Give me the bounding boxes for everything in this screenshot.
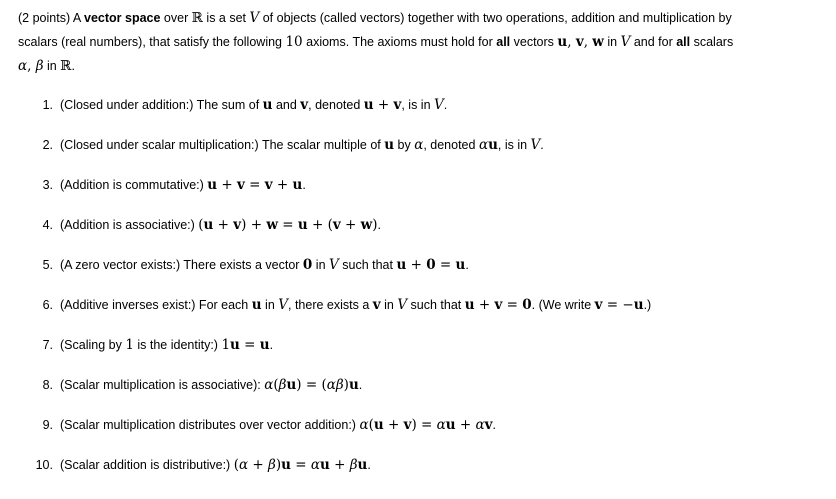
text-run-m: , xyxy=(27,58,36,74)
text-run-t: , denoted xyxy=(423,138,479,152)
text-run-m: = xyxy=(244,177,265,193)
text-run-mb: u xyxy=(319,457,330,473)
text-run-m: ( xyxy=(233,457,239,473)
text-run-m: + xyxy=(213,217,234,233)
text-run-m: + xyxy=(455,417,476,433)
text-run-mb: v xyxy=(403,417,412,433)
text-run-t: (A zero vector exists:) There exists a vector xyxy=(60,258,303,272)
text-run-t: and xyxy=(272,98,301,112)
text-run-mi: αβ xyxy=(326,377,344,393)
text-run-t: . xyxy=(443,98,448,112)
text-run-t: (Scalar multiplication distributes over vector addition:) xyxy=(60,418,360,432)
text-run-t: , is in xyxy=(401,98,435,112)
axiom-text xyxy=(60,335,273,355)
text-run-mi: V xyxy=(329,257,339,273)
text-run-t: (Scalar addition is distributive:) xyxy=(60,458,234,472)
text-run-b: vector space xyxy=(84,11,161,25)
text-run-mi: α xyxy=(436,417,446,433)
text-run-m: ) xyxy=(275,457,282,473)
text-run-mi: V xyxy=(530,137,541,153)
text-run-m: + xyxy=(383,417,404,433)
text-run-mb: v xyxy=(237,177,245,193)
text-run-t: . xyxy=(540,138,544,152)
text-run-t: scalars xyxy=(690,35,734,49)
axiom-text xyxy=(60,215,381,235)
axiom-item xyxy=(29,335,830,355)
text-run-t: , is in xyxy=(497,138,531,152)
text-run-m: ) = ( xyxy=(296,377,327,393)
text-run-mb: u xyxy=(297,217,308,233)
text-run-mb: w xyxy=(266,217,278,233)
text-run-mb: v xyxy=(594,297,603,313)
axiom-number: 8. xyxy=(42,378,53,392)
axiom-item xyxy=(29,375,830,395)
text-run-t: (Addition is commutative:) xyxy=(60,178,208,192)
text-run-t: .) xyxy=(643,298,652,312)
text-run-mi: α xyxy=(478,137,489,153)
text-run-mb: u xyxy=(373,417,384,433)
text-run-t: in xyxy=(312,258,330,272)
text-run-mb: u xyxy=(384,137,395,153)
text-run-m: + xyxy=(272,177,293,193)
text-run-t: (Closed under scalar multiplication:) The scalar multiple of xyxy=(60,138,385,152)
axiom-text xyxy=(60,175,306,195)
axiom-text xyxy=(60,375,362,395)
text-run-m: ( xyxy=(273,377,279,393)
text-run-mi: V xyxy=(434,97,444,113)
axiom-text xyxy=(60,415,496,435)
text-run-mb: u xyxy=(363,97,374,113)
text-run-m: + xyxy=(406,257,427,273)
text-run-mb: 0 xyxy=(522,297,532,313)
text-run-m: ) + xyxy=(241,217,267,233)
text-run-b: all xyxy=(676,35,691,49)
text-run-t: . xyxy=(302,178,306,192)
text-run-m: , xyxy=(583,34,593,50)
text-run-t: and for xyxy=(630,35,677,49)
axiom-text xyxy=(60,255,469,275)
text-run-m: ( xyxy=(368,417,374,433)
text-run-t: . xyxy=(269,338,274,352)
axiom-number: 1. xyxy=(42,98,53,112)
text-run-mi: β xyxy=(35,58,44,74)
text-run-mi: V xyxy=(397,297,408,313)
text-run-m: ) = xyxy=(411,417,437,433)
text-run-mb: v xyxy=(332,217,341,233)
axiom-number: 6. xyxy=(42,298,53,312)
text-run-mb: u xyxy=(464,297,475,313)
axiom-item xyxy=(29,455,830,475)
text-run-m: + xyxy=(217,177,238,193)
axiom-number: 2. xyxy=(42,138,53,152)
text-run-mb: u xyxy=(455,257,466,273)
problem-statement-line-3 xyxy=(18,54,830,78)
text-run-t: such that xyxy=(338,258,397,272)
text-run-m: , xyxy=(567,34,576,50)
text-run-mi: α xyxy=(475,417,485,433)
text-run-t: (Addition is associative:) xyxy=(60,218,199,232)
text-run-mb: u xyxy=(230,337,240,353)
text-run-mi: V xyxy=(620,34,631,50)
text-run-mb: u xyxy=(203,217,214,233)
text-run-mb: v xyxy=(494,297,503,313)
text-run-mi: α xyxy=(310,457,320,473)
text-run-t: vectors xyxy=(510,35,558,49)
text-run-mb: v xyxy=(575,34,584,50)
text-run-mb: v xyxy=(484,417,493,433)
text-run-m: + xyxy=(474,297,495,313)
text-run-mi: α xyxy=(359,417,369,433)
text-run-mi: β xyxy=(268,457,276,473)
text-run-m: 1 xyxy=(125,337,134,353)
text-run-t: such that xyxy=(407,298,465,312)
text-run-mb: u xyxy=(251,297,262,313)
text-run-mi: α xyxy=(414,137,424,153)
text-run-mb: v xyxy=(372,297,381,313)
text-run-mb: v xyxy=(393,97,402,113)
text-run-t: (2 points) A xyxy=(18,11,85,25)
text-run-mi: β xyxy=(278,377,287,393)
text-run-m: = xyxy=(277,217,298,233)
axiom-number: 4. xyxy=(42,218,53,232)
axiom-number: 5. xyxy=(42,258,53,272)
text-run-mb: 0 xyxy=(302,257,313,273)
text-run-t: . xyxy=(492,418,496,432)
text-run-m: + xyxy=(340,217,361,233)
text-run-t: . xyxy=(377,218,381,232)
axiom-number: 10. xyxy=(35,458,53,472)
text-run-t: scalars (real numbers), that satisfy the following xyxy=(18,35,286,49)
axiom-text xyxy=(60,295,651,315)
text-run-mb: u xyxy=(348,377,359,393)
text-run-mi: α xyxy=(18,58,28,74)
axiom-number: 3. xyxy=(42,178,53,192)
text-run-m: + xyxy=(248,457,268,473)
axiom-item xyxy=(29,135,830,155)
problem-statement xyxy=(18,6,830,78)
text-run-t: (Scalar multiplication is associative): xyxy=(60,378,265,392)
text-run-m: = xyxy=(502,297,523,313)
text-run-t: is the identity:) xyxy=(133,338,222,352)
text-run-t: . xyxy=(358,378,363,392)
text-run-mi: V xyxy=(249,10,260,26)
axiom-list xyxy=(18,95,830,475)
text-run-t: (Scaling by xyxy=(60,338,126,352)
text-run-mb: u xyxy=(557,34,568,50)
text-run-m: = xyxy=(290,457,311,473)
text-run-m: ) xyxy=(372,217,378,233)
text-run-mb: u xyxy=(445,417,456,433)
text-run-m: ℝ xyxy=(60,58,72,74)
text-run-t: axioms. The axioms must hold for xyxy=(302,35,497,49)
axiom-number: 7. xyxy=(42,338,53,352)
text-run-mb: v xyxy=(233,217,242,233)
text-run-mb: 0 xyxy=(426,257,436,273)
text-run-mb: u xyxy=(207,177,218,193)
axiom-item xyxy=(29,215,830,235)
text-run-mi: α xyxy=(264,377,274,393)
text-run-t: in xyxy=(261,298,279,312)
text-run-mb: u xyxy=(262,97,273,113)
text-run-mb: u xyxy=(292,177,303,193)
text-run-m: + xyxy=(373,97,394,113)
text-run-t: in xyxy=(603,35,621,49)
problem-statement-line-2 xyxy=(18,30,830,54)
text-run-mb: u xyxy=(488,137,498,153)
text-run-m: 1 xyxy=(221,337,231,353)
text-run-mb: v xyxy=(300,97,309,113)
text-run-t: (Closed under addition:) The sum of xyxy=(60,98,263,112)
text-run-t: is a set xyxy=(202,11,250,25)
text-run-mb: u xyxy=(259,337,270,353)
axiom-item xyxy=(29,415,830,435)
text-run-t: . xyxy=(71,59,75,73)
text-run-t: . xyxy=(465,258,469,272)
axiom-text xyxy=(60,455,371,475)
text-run-mb: v xyxy=(264,177,273,193)
text-run-mb: u xyxy=(357,457,368,473)
text-run-mb: w xyxy=(360,217,373,233)
text-run-m: ℝ xyxy=(191,10,203,26)
text-run-mi: α xyxy=(238,457,249,473)
axiom-item xyxy=(29,255,830,275)
text-run-m: = xyxy=(435,257,456,273)
text-run-t: , denoted xyxy=(308,98,364,112)
text-run-m: ) xyxy=(343,377,349,393)
text-run-t: . (We write xyxy=(531,298,595,312)
text-run-t: by xyxy=(394,138,415,152)
problem-statement-line-1 xyxy=(18,6,830,30)
text-run-mi: β xyxy=(349,457,358,473)
axiom-item xyxy=(29,95,830,115)
axiom-item xyxy=(29,295,830,315)
text-run-mb: u xyxy=(281,457,291,473)
axiom-number: 9. xyxy=(42,418,53,432)
text-run-t: over xyxy=(160,11,192,25)
text-run-mi: V xyxy=(278,297,289,313)
text-run-t: in xyxy=(43,59,61,73)
axiom-text xyxy=(60,95,447,115)
text-run-mb: u xyxy=(396,257,407,273)
text-run-mb: w xyxy=(592,34,604,50)
text-run-b: all xyxy=(496,35,511,49)
text-run-mb: u xyxy=(286,377,297,393)
text-run-m: + xyxy=(329,457,350,473)
text-run-m: 10 xyxy=(285,34,303,50)
text-run-t: , there exists a xyxy=(288,298,373,312)
text-run-t: (Additive inverses exist:) For each xyxy=(60,298,252,312)
text-run-t: in xyxy=(380,298,398,312)
text-run-mb: u xyxy=(633,297,644,313)
axiom-item xyxy=(29,175,830,195)
text-run-t: . xyxy=(367,458,371,472)
text-run-m: + ( xyxy=(307,217,333,233)
text-run-m: = − xyxy=(602,297,634,313)
text-run-t: of objects (called vectors) together with two operations, addition and multiplication by xyxy=(259,11,732,25)
text-run-m: = xyxy=(239,337,260,353)
axiom-text xyxy=(60,135,544,155)
text-run-m: ( xyxy=(198,217,204,233)
